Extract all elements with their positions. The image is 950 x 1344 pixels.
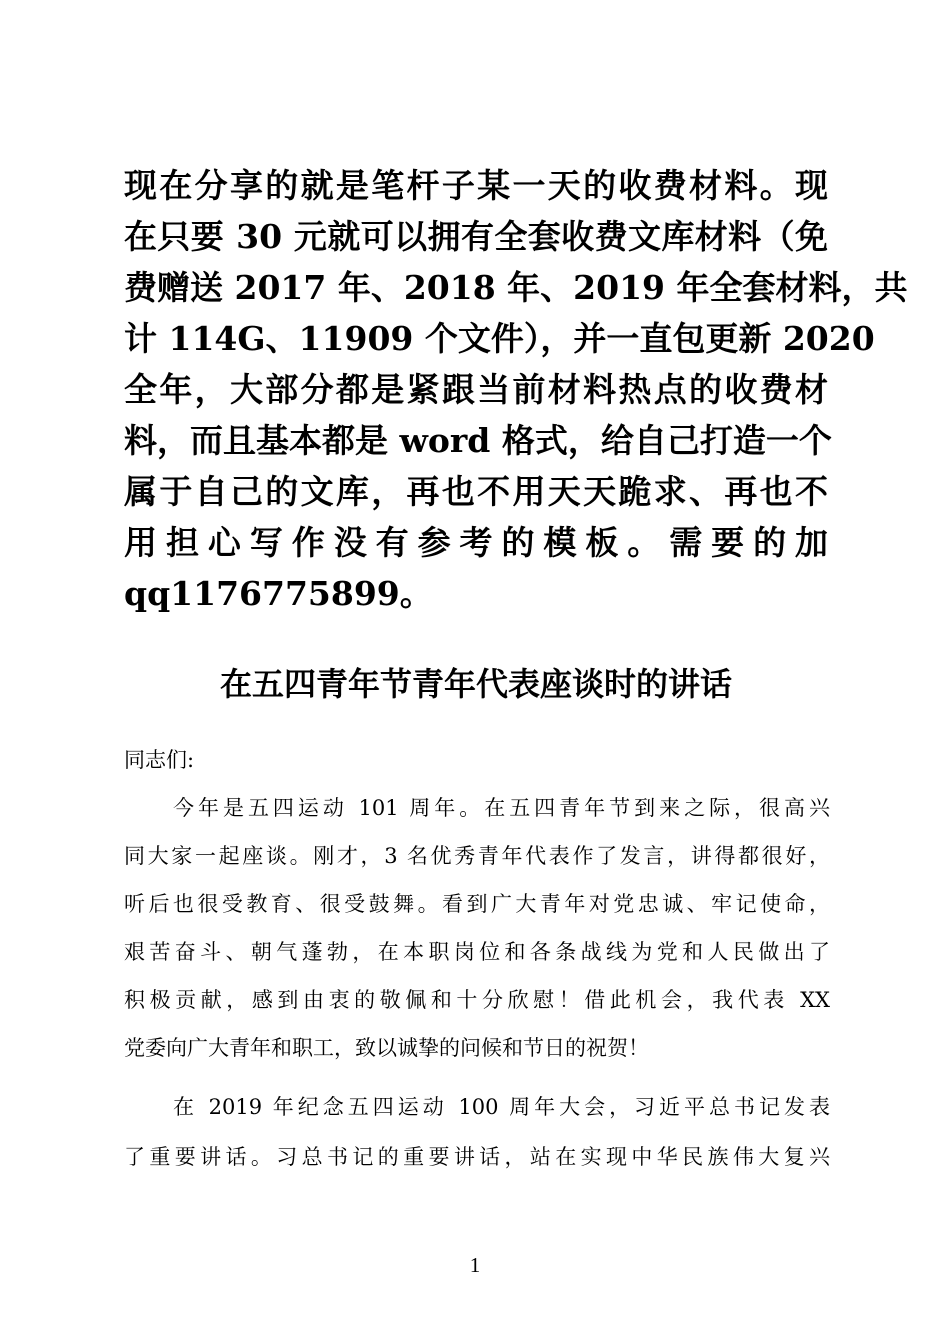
ad-text-line: 在只要 30 元就可以拥有全套收费文库材料（免 (124, 217, 828, 256)
ad-text-line: 属于自己的文库，再也不用天天跪求、再也不 (124, 472, 828, 511)
ad-text-line: 料，而且基本都是 word 格式，给自己打造一个 (124, 421, 832, 460)
page-number: 1 (469, 1253, 481, 1277)
paragraph-line: 了重要讲话。习总书记的重要讲话，站在实现中华民族伟大复兴 (124, 1145, 830, 1169)
paragraph-line: 今年是五四运动 101 周年。在五四青年节到来之际，很高兴 (173, 796, 830, 820)
ad-text-line: 计 114G、11909 个文件），并一直包更新 2020 (124, 319, 875, 358)
paragraph-line: 党委向广大青年和职工，致以诚挚的问候和节日的祝贺！ (124, 1036, 649, 1060)
ad-text-line: 用担心写作没有参考的模板。需要的加 (124, 523, 828, 562)
ad-text-line: qq1176775899。 (124, 574, 433, 613)
salutation: 同志们: (124, 748, 195, 772)
paragraph-line: 积极贡献，感到由衷的敬佩和十分欣慰！借此机会，我代表 XX (124, 988, 830, 1012)
document-title: 在五四青年节青年代表座谈时的讲话 (219, 665, 732, 703)
ad-text-line: 全年，大部分都是紧跟当前材料热点的收费材 (124, 370, 828, 409)
paragraph-line: 在 2019 年纪念五四运动 100 周年大会，习近平总书记发表 (173, 1095, 830, 1119)
paragraph-line: 艰苦奋斗、朝气蓬勃，在本职岗位和各条战线为党和人民做出了 (124, 940, 830, 964)
ad-text-line: 现在分享的就是笔杆子某一天的收费材料。现 (124, 166, 828, 205)
paragraph-line: 听后也很受教育、很受鼓舞。看到广大青年对党忠诚、牢记使命， (124, 892, 830, 916)
ad-text-line: 费赠送 2017 年、2018 年、2019 年全套材料，共 (124, 268, 908, 307)
paragraph-line: 同大家一起座谈。刚才，3 名优秀青年代表作了发言，讲得都很好， (124, 844, 830, 868)
